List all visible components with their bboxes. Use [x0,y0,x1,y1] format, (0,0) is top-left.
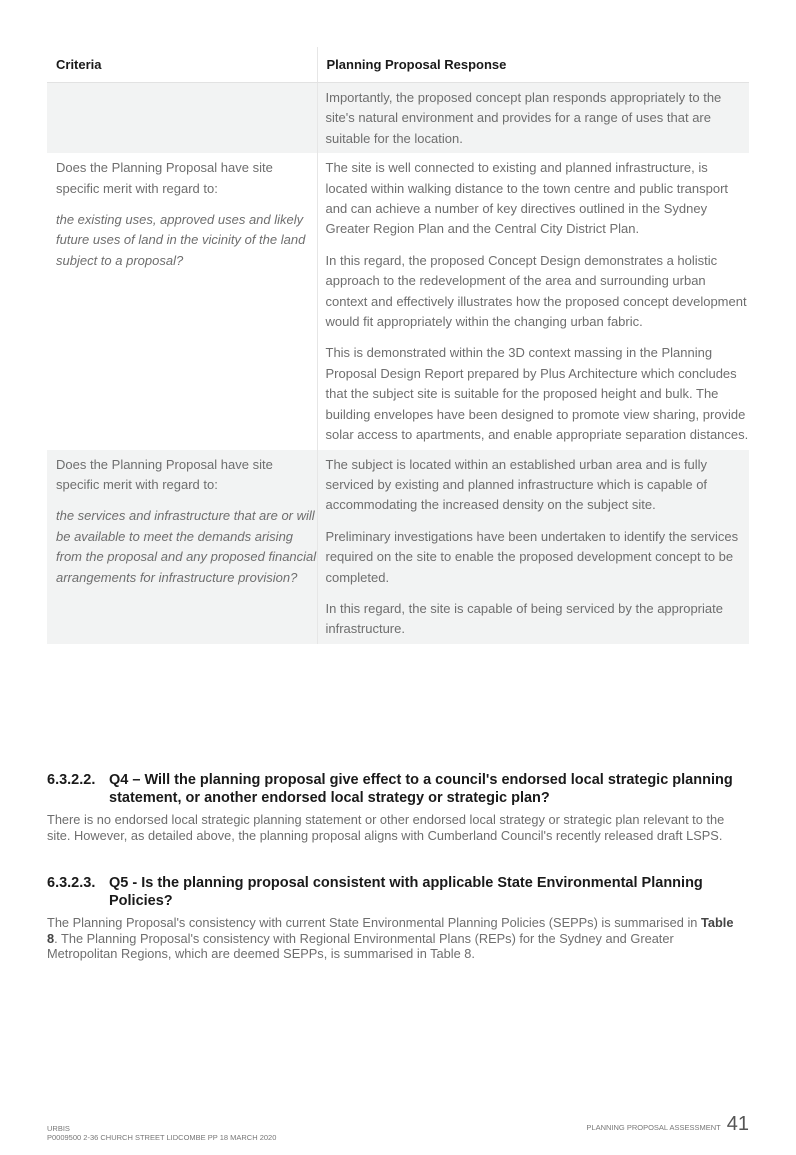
section-title: Q4 – Will the planning proposal give effect to a council's endorsed local strategic planning statement, or another endorsed local strategy or strategic plan? [109,772,733,806]
section-heading [47,771,747,807]
criteria-cell [47,450,317,644]
body-text: The Planning Proposal's consistency with current State Environmental Planning Policies (SEPPs) is summarised in [47,915,701,930]
response-paragraph: In this regard, the proposed Concept Design demonstrates a holistic approach to the redevelopment of the area and surrounding urban context and effectively illustrates how the proposed concept development would fit appropriately within the changing urban fabric. [325,252,747,330]
section-q5 [47,874,747,962]
response-paragraph: Importantly, the proposed concept plan responds appropriately to the site's natural environment and provides for a range of uses that are suitable for the location. [325,90,722,146]
criteria-question: Does the Planning Proposal have site specific merit with regard to: [56,160,273,196]
criteria-table [47,47,749,644]
footer-company: URBIS [47,1124,70,1133]
section-heading [47,874,747,910]
footer-section: PLANNING PROPOSAL ASSESSMENT [586,1123,721,1132]
response-paragraph: Preliminary investigations have been undertaken to identify the services required on the site to enable the proposed development concept to be completed. [325,528,739,585]
section-number: 6.3.2.2. [47,772,96,788]
footer-doc-ref: P0009500 2-36 CHURCH STREET LIDCOMBE PP 18 MARCH 2020 [47,1133,277,1142]
section-number: 6.3.2.3. [47,875,96,891]
response-cell [317,450,749,644]
response-paragraph: In this regard, the site is capable of being serviced by the appropriate infrastructure. [325,600,723,637]
table-reference: Table 8 [47,915,734,946]
response-paragraph: The site is well connected to existing and planned infrastructure, is located within walking distance to the town centre and public transport and can achieve a number of key directives outlined in the Sydney Greater Region Plan and the Central City District Plan. [325,160,729,237]
response-cell [317,83,749,154]
response-paragraph: The subject is located within an established urban area and is fully serviced by existing and planned infrastructure which is capable of accommodating the increased density on the subject site. [325,456,708,513]
table-row [47,83,749,154]
section-title: Q5 - Is the planning proposal consistent with applicable State Environmental Planning Policies? [109,875,703,909]
response-paragraph: This is demonstrated within the 3D context massing in the Planning Proposal Design Report prepared by Plus Architecture which concludes that the subject site is suitable for the proposed height and bulk. The building envelopes have been designed to promote view sharing, provide solar access to apartments, and enable appropriate separation distances. [325,345,749,443]
header-response: Planning Proposal Response [317,47,749,83]
section-body: There is no endorsed local strategic planning statement or other endorsed local strategy or strategic plan relevant to the site. However, as detailed above, the planning proposal aligns with Cumberland Council's recently released draft LSPS. [47,812,725,843]
footer-left [47,1124,276,1142]
table-row [47,450,749,644]
criteria-cell [47,153,317,449]
header-criteria: Criteria [47,47,317,83]
section-body [47,915,747,962]
page-number: 41 [726,1113,749,1135]
criteria-detail: the services and infrastructure that are or will be available to meet the demands arising from the proposal and any proposed financial arrangements for infrastructure provision? [56,508,317,585]
body-text: . The Planning Proposal's consistency with Regional Environmental Plans (REPs) for the Sydney and Greater Metropolitan Regions, which are deemed SEPPs, is summarised in Table 8. [47,930,674,961]
criteria-detail: the existing uses, approved uses and likely future uses of land in the vicinity of the land subject to a proposal? [56,212,306,268]
criteria-question: Does the Planning Proposal have site specific merit with regard to: [56,456,273,492]
section-q4 [47,771,747,843]
footer-right [586,1113,749,1135]
table-header-row [47,47,749,83]
criteria-cell [47,83,317,154]
table-row [47,153,749,449]
response-cell [317,153,749,449]
